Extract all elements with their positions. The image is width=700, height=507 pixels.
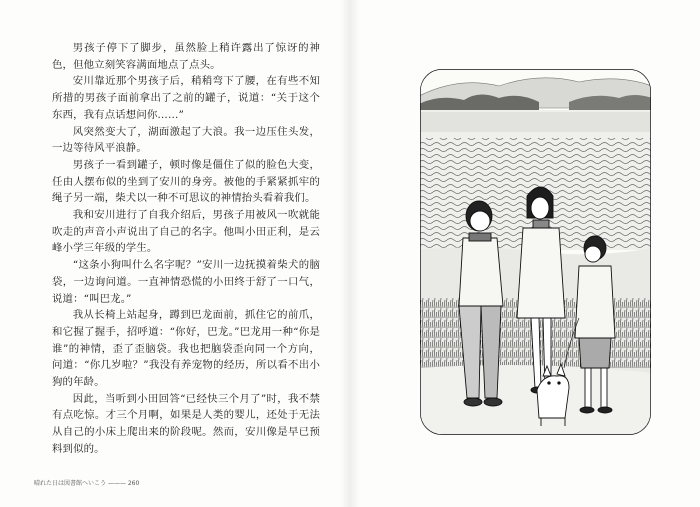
paragraph-5: 我和安川进行了自我介绍后，男孩子用被风一吹就能吹走的声音小声说出了自己的名字。他叫小田正利，是云峰小学三年级的学生。 [52, 209, 320, 255]
paragraph-1: 男孩子停下了脚步，虽然脸上稍许露出了惊讶的神色，但他立刻笑容满面地点了点头。 [52, 42, 320, 71]
page-footer [34, 478, 139, 487]
paragraph-3: 风突然变大了，湖面激起了大浪。我一边压住头发，一边等待风平浪静。 [52, 125, 320, 155]
footer-page-number: 260 [127, 480, 140, 487]
paragraph-8: 因此，当听到小田回答“已经快三个月了”时，我不禁有点吃惊。才三个月啊，如果是人类的婴儿，还处于无法从自己的小床上爬出来的阶段呢。然而，安川像是早已预料到似的。 [52, 392, 320, 455]
paragraph-2: 安川靠近那个男孩子后，稍稍弯下了腰，在有些不知所措的男孩子面前拿出了之前的罐子，说道：“关于这个东西，我有点话想问你……” [52, 75, 320, 121]
page-gutter [340, 0, 360, 507]
paragraph-6: “这条小狗叫什么名字呢？”安川一边抚摸着柴犬的脑袋，一边询问道。一直神情恐慌的小田终于舒了一口气，说道：“叫巴龙。” [52, 259, 320, 305]
footer-book-title: 晴れた日は図書館へいこう [34, 480, 107, 487]
paragraph-7: 我从长椅上站起身，蹲到巴龙面前，抓住它的前爪，和它握了握手，招呼道：“你好，巴龙。”巴龙用一种“你是谁”的神情，歪了歪脑袋。我也把脑袋歪向同一个方向，问道：“你几岁啦？”我没有养宠物的经历，所以看不出小狗的年龄。 [52, 309, 320, 389]
left-page-text [52, 40, 320, 458]
paragraph-4: 男孩子一看到罐子，顿时像是僵住了似的脸色大变，任由人摆布似的坐到了安川的身旁。被他的手紧紧抓牢的绳子另一端，柴犬以一种不可思议的神情抬头看着我们。 [52, 158, 320, 205]
footer-dash: ——— [107, 480, 128, 487]
children-by-lake-illustration-icon [419, 68, 652, 436]
